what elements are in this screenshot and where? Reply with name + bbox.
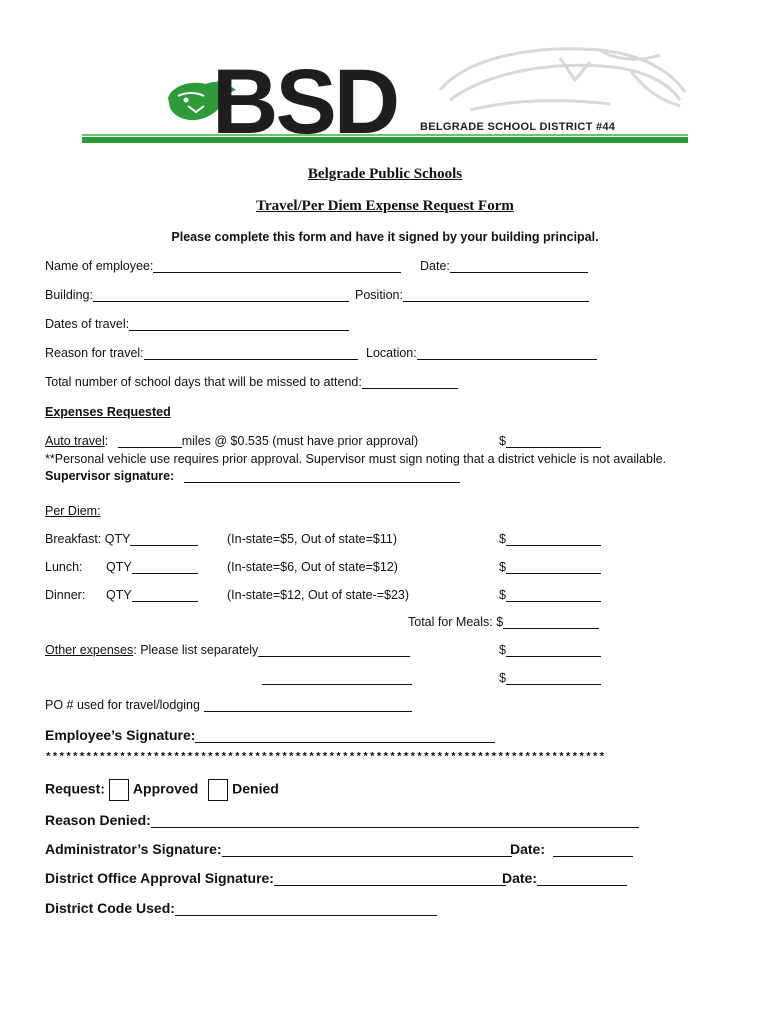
reason-label: Reason for travel:	[45, 346, 144, 360]
dinner-qty	[106, 588, 198, 602]
dinner-rate: (In-state=$12, Out of state-=$23)	[227, 588, 410, 602]
dollar-sign: $	[499, 560, 506, 574]
denied-checkbox[interactable]	[208, 779, 228, 801]
date-label: Date:	[420, 259, 450, 273]
other-expenses-text: : Please list separately	[133, 643, 259, 657]
admin-date-label: Date:	[510, 841, 546, 857]
other-amount-2	[499, 671, 601, 685]
expenses-heading: Expenses Requested	[45, 405, 171, 419]
reason-denied-field[interactable]	[151, 813, 639, 828]
form-instruction: Please complete this form and have it signed by your building principal.	[171, 230, 599, 244]
lunch-qty-field[interactable]	[132, 560, 198, 574]
form-title: Belgrade Public Schools	[307, 166, 463, 182]
admin-signature-field[interactable]	[222, 842, 512, 857]
dinner-qty-field[interactable]	[132, 588, 198, 602]
dinner-qty-label: QTY	[106, 588, 132, 602]
breakfast-qty-label: QTY	[104, 532, 131, 546]
days-missed-field[interactable]	[362, 375, 458, 389]
days-missed-label: Total number of school days that will be missed to attend:	[45, 375, 362, 389]
dollar-sign: $	[496, 615, 504, 629]
auto-travel-text: miles @ $0.535 (must have prior approval)	[181, 434, 419, 448]
miles-field[interactable]	[118, 434, 182, 448]
admin-date-field[interactable]	[553, 842, 633, 857]
name-field[interactable]	[153, 259, 401, 273]
dates-field[interactable]	[129, 317, 349, 331]
reason-denied-row	[45, 812, 639, 828]
lunch-rate: (In-state=$6, Out of state=$12)	[227, 560, 398, 574]
building-label: Building:	[45, 288, 93, 302]
dollar-sign: $	[499, 671, 506, 685]
breakfast-label: Breakfast:	[45, 532, 102, 546]
breakfast-rate: (In-state=$5, Out of state=$11)	[227, 532, 398, 546]
building-field[interactable]	[93, 288, 349, 302]
district-date-field[interactable]	[537, 871, 627, 886]
other-amount-field-1[interactable]	[506, 643, 601, 657]
request-label: Request:	[45, 780, 105, 797]
total-meals-row	[408, 615, 599, 629]
star-separator: ***********************************************************************************	[45, 752, 606, 764]
name-row	[45, 259, 401, 273]
location-field[interactable]	[417, 346, 597, 360]
date-row	[420, 259, 588, 273]
reason-row	[45, 346, 358, 360]
breakfast-row	[45, 532, 198, 546]
per-diem-label: Per Diem:	[45, 504, 101, 518]
supervisor-signature-field[interactable]	[184, 469, 460, 483]
employee-signature-label: Employee’s Signature:	[45, 727, 196, 743]
other-expense-field-2[interactable]	[262, 671, 412, 685]
lunch-amount-field[interactable]	[506, 560, 601, 574]
admin-date-row	[510, 841, 633, 857]
dollar-sign: $	[499, 588, 506, 602]
dollar-sign: $	[499, 434, 506, 448]
other-expenses-label: Other expenses	[45, 643, 134, 657]
breakfast-amount	[499, 532, 601, 546]
dollar-sign: $	[499, 532, 506, 546]
auto-amount	[499, 434, 601, 448]
request-row	[45, 779, 279, 801]
dates-row	[45, 317, 349, 331]
lunch-label: Lunch:	[45, 560, 83, 574]
dinner-amount	[499, 588, 601, 602]
other-expenses-row	[45, 643, 410, 657]
district-code-row	[45, 900, 437, 916]
po-field[interactable]	[204, 698, 412, 712]
position-field[interactable]	[403, 288, 589, 302]
days-missed-row	[45, 375, 458, 389]
auto-travel-row	[45, 434, 418, 448]
name-label: Name of employee:	[45, 259, 154, 273]
district-code-label: District Code Used:	[45, 900, 175, 916]
district-signature-label: District Office Approval Signature:	[45, 870, 274, 886]
location-label: Location:	[366, 346, 417, 360]
district-signature-row	[45, 870, 506, 886]
auto-amount-field[interactable]	[506, 434, 601, 448]
po-row	[45, 698, 412, 712]
total-meals-field[interactable]	[503, 615, 599, 629]
supervisor-label: Supervisor signature:	[45, 469, 175, 483]
date-field[interactable]	[450, 259, 588, 273]
position-row	[355, 288, 589, 302]
dates-label: Dates of travel:	[45, 317, 130, 331]
other-amount-field-2[interactable]	[506, 671, 601, 685]
reason-denied-label: Reason Denied:	[45, 812, 151, 828]
employee-signature-row	[45, 727, 495, 743]
admin-signature-row	[45, 841, 512, 857]
dollar-sign: $	[499, 643, 506, 657]
auto-travel-label: Auto travel	[45, 434, 105, 448]
form-subtitle: Travel/Per Diem Expense Request Form	[256, 198, 514, 214]
reason-field[interactable]	[144, 346, 358, 360]
lunch-amount	[499, 560, 601, 574]
approved-label: Approved	[132, 780, 199, 797]
location-row	[366, 346, 597, 360]
dinner-amount-field[interactable]	[506, 588, 601, 602]
admin-signature-label: Administrator’s Signature:	[45, 841, 222, 857]
logo-text: BSD	[212, 51, 398, 153]
position-label: Position:	[355, 288, 403, 302]
approved-checkbox[interactable]	[109, 779, 129, 801]
breakfast-qty-field[interactable]	[130, 532, 198, 546]
total-meals-label: Total for Meals:	[408, 615, 493, 629]
header	[0, 0, 770, 160]
supervisor-row	[45, 469, 460, 483]
breakfast-amount-field[interactable]	[506, 532, 601, 546]
district-signature-field[interactable]	[274, 871, 506, 886]
building-row	[45, 288, 349, 302]
district-date-row	[502, 870, 627, 886]
lunch-qty-label: QTY	[106, 560, 132, 574]
employee-signature-field[interactable]	[195, 728, 495, 743]
po-label: PO # used for travel/lodging	[45, 698, 200, 712]
denied-label: Denied	[232, 780, 279, 797]
district-date-label: Date:	[502, 870, 538, 886]
district-code-field[interactable]	[175, 901, 437, 916]
other-amount-1	[499, 643, 601, 657]
district-name: BELGRADE SCHOOL DISTRICT #44	[420, 121, 616, 133]
dinner-label: Dinner:	[45, 588, 86, 602]
other-expense-field-1[interactable]	[258, 643, 410, 657]
lunch-qty	[106, 560, 198, 574]
auto-colon: :	[104, 434, 109, 448]
vehicle-note: **Personal vehicle use requires prior approval. Supervisor must sign noting that a district vehicle is not available.	[45, 452, 667, 466]
